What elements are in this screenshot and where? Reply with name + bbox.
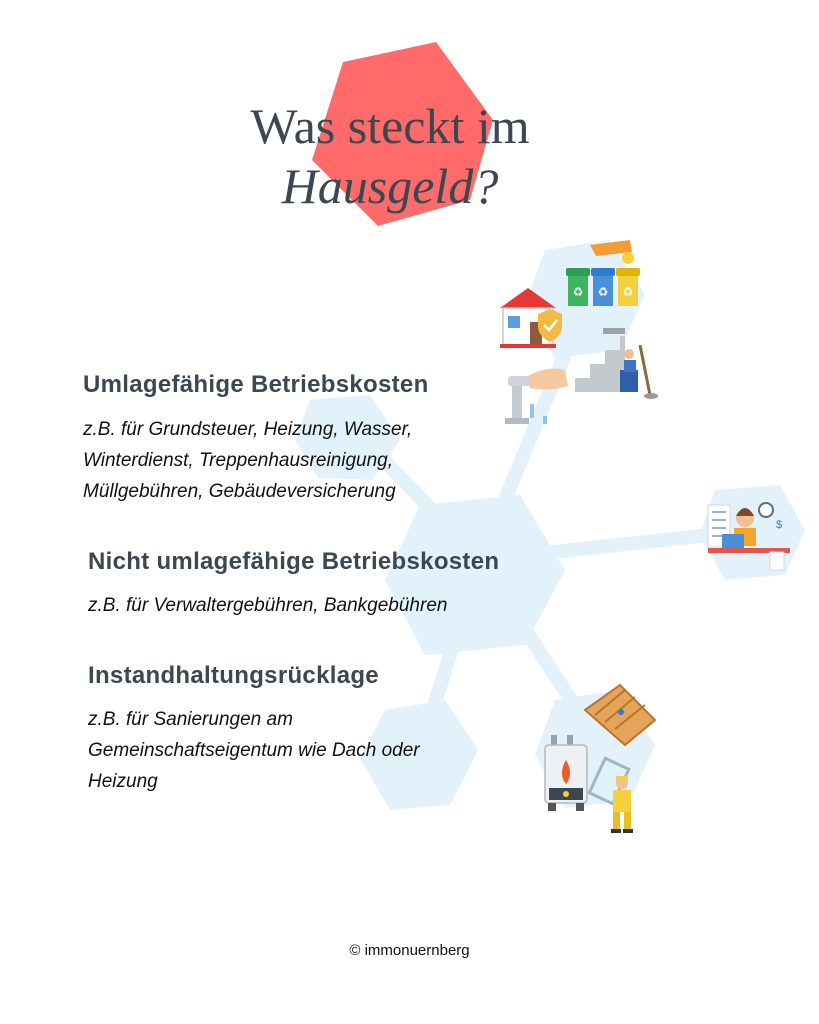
svg-text:♻: ♻ [572,285,584,299]
title-line-2 [150,156,630,216]
svg-text:♻: ♻ [597,285,609,299]
description-line: Müllgebühren, Gebäudeversicherung [83,481,396,502]
section-heading-instandhaltung: Instandhaltungsrücklage [88,662,379,689]
section-heading-betriebskosten: Umlagefähige Betriebskosten [83,371,429,398]
description-line: z.B. für Sanierungen am [88,709,293,730]
description-line: Heizung [88,771,158,792]
gas-boiler-icon [545,735,587,811]
svg-text:$: $ [776,519,783,531]
title-line-1: Was steckt im [250,98,530,154]
section-description-instandhaltung [88,704,420,797]
copyright-footer: © immonuernberg [349,942,470,959]
description-line: z.B. für Verwaltergebühren, Bankgebühren [88,595,448,616]
title-keyword: Hausgeld [281,158,474,214]
description-line: Winterdienst, Treppenhausreinigung, [83,450,393,471]
title-question-mark: ? [473,158,499,214]
description-line: Gemeinschaftseigentum wie Dach oder [88,740,420,761]
section-heading-nicht-umlagefaehig: Nicht umlagefähige Betriebskosten [88,548,500,575]
section-description-betriebskosten [83,414,412,507]
description-line: z.B. für Grundsteuer, Heizung, Wasser, [83,419,413,440]
svg-text:♻: ♻ [622,285,634,299]
section-description-nicht-umlagefaehig [88,590,447,621]
